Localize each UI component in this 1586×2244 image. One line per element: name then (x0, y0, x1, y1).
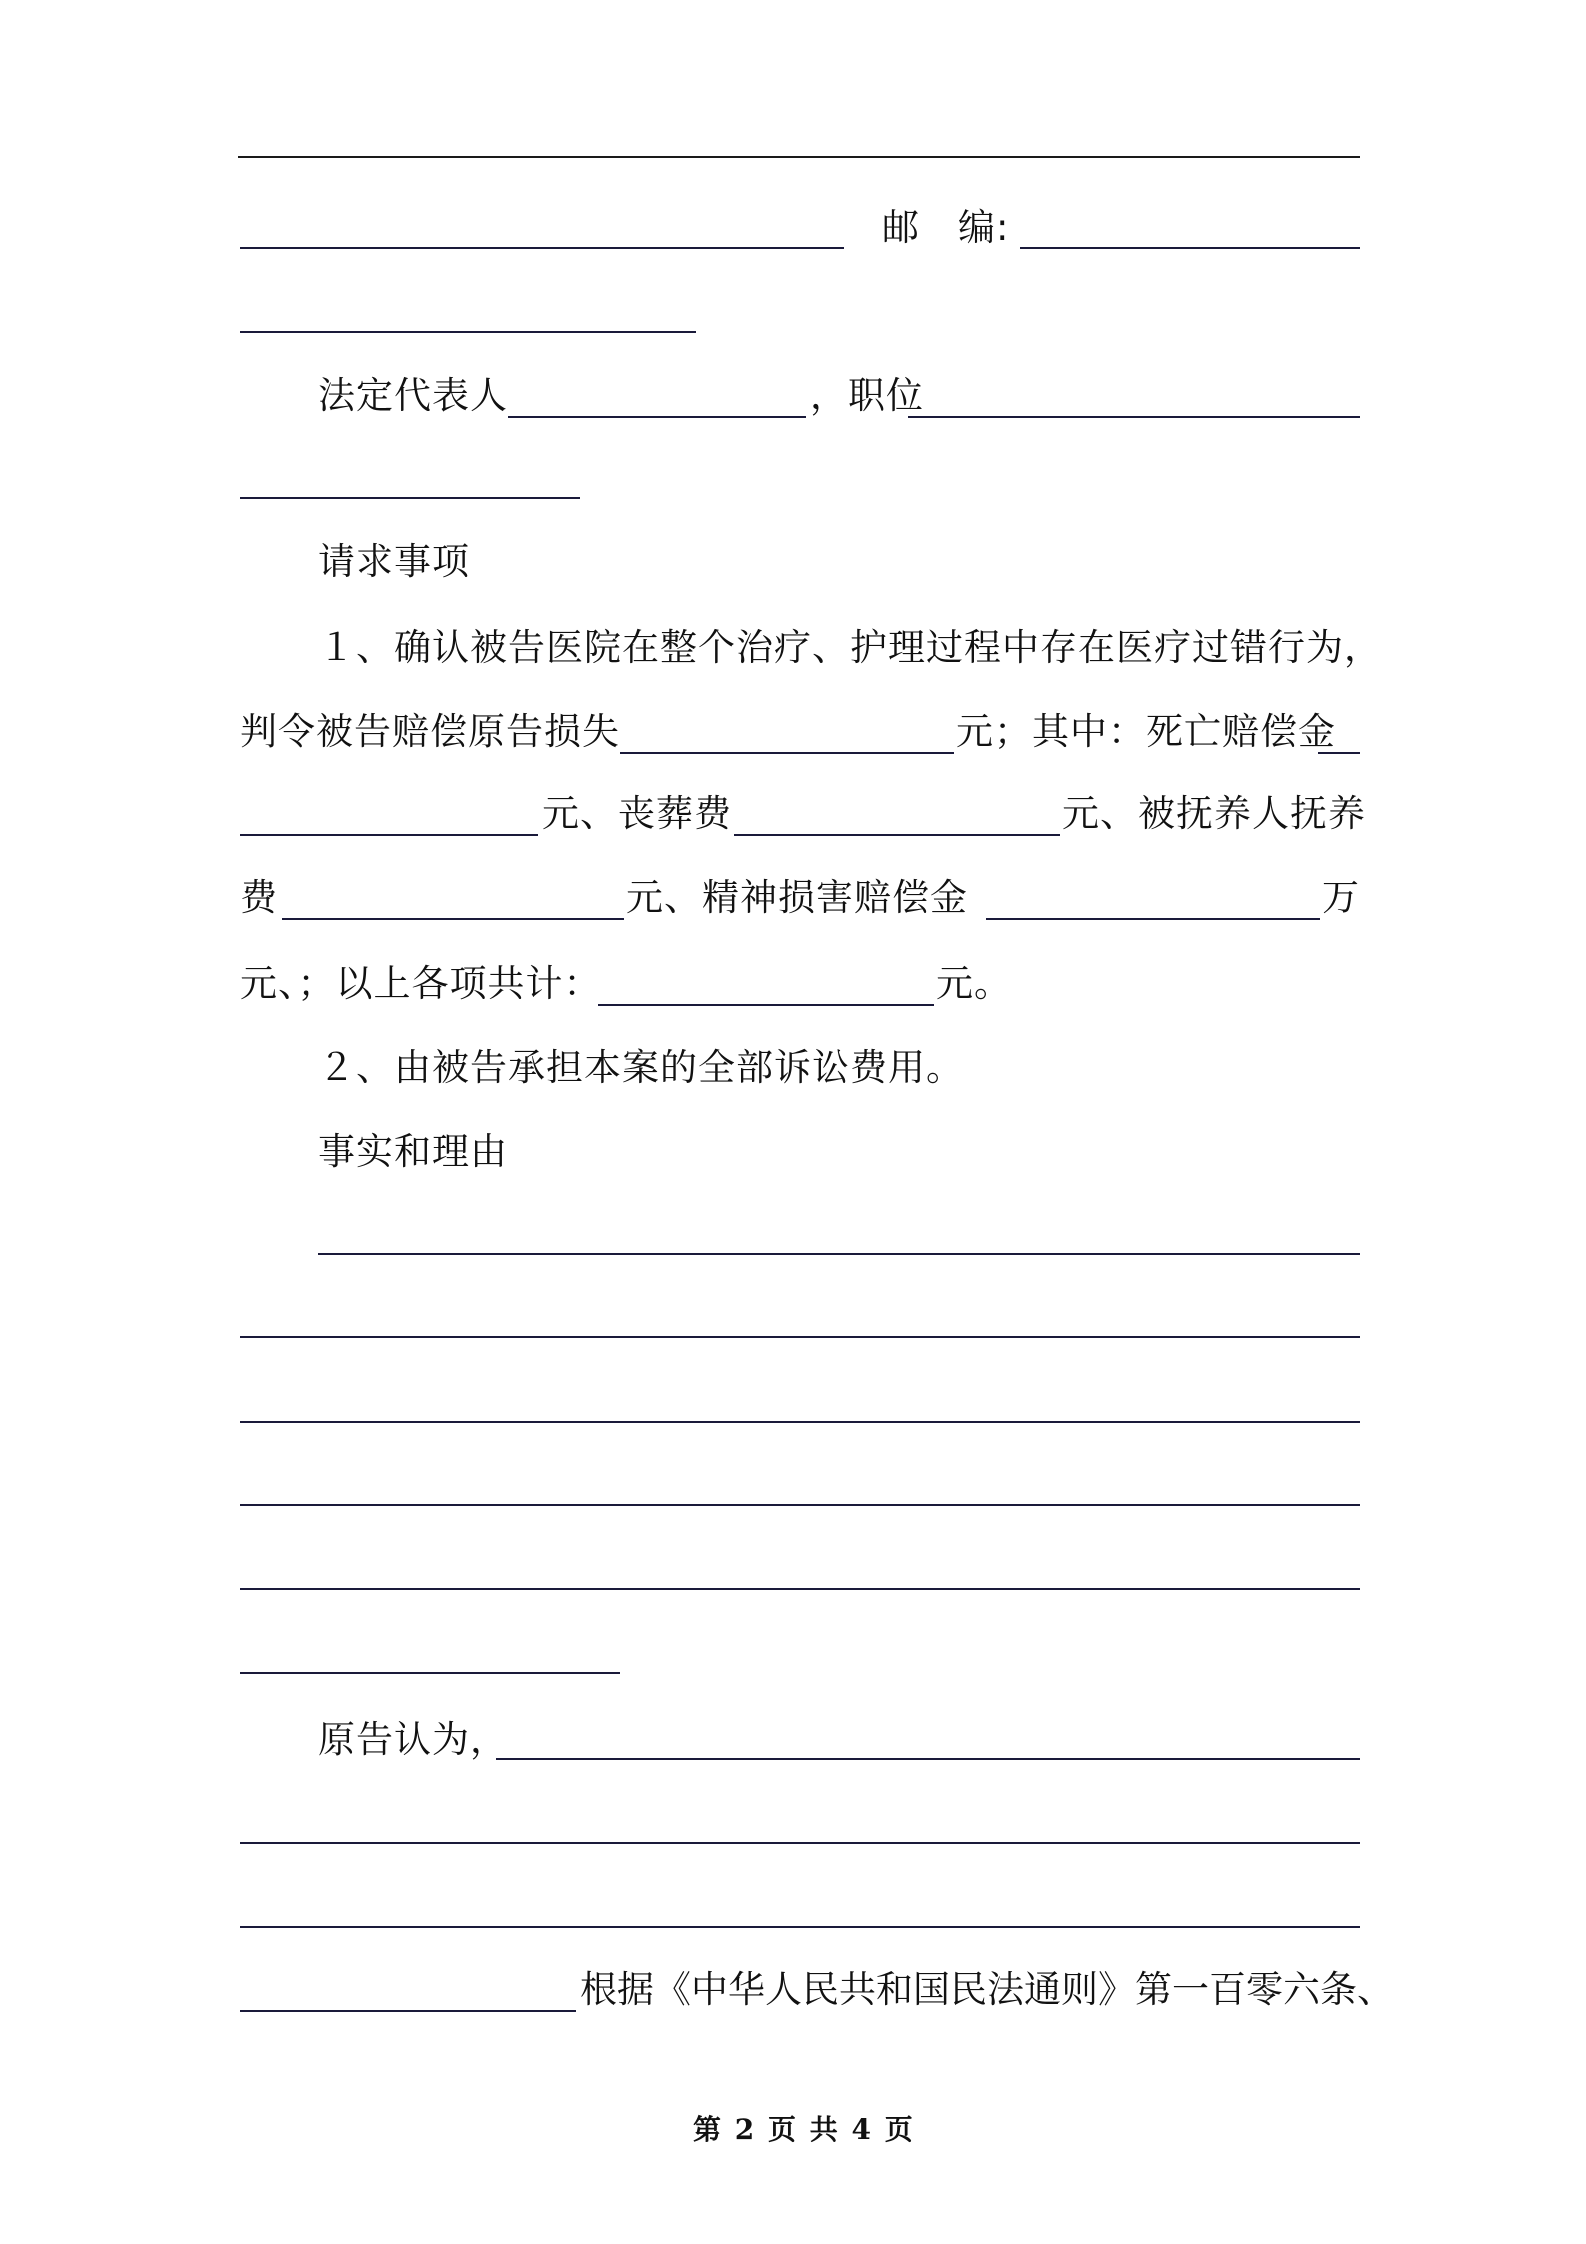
dependent-blank (282, 918, 624, 920)
plaintiff-blank-1 (496, 1758, 1360, 1760)
position-label: ，职位 (810, 374, 924, 417)
legal-rep-blank (508, 416, 806, 418)
top-rule (238, 156, 1360, 158)
claim-1-line-1: １、确认被告医院在整个治疗、护理过程中存在医疗过错行为， (318, 626, 1382, 669)
facts-blank-6 (240, 1672, 620, 1674)
address-blank-continued (240, 331, 696, 333)
claims-heading: 请求事项 (318, 540, 470, 583)
death-comp-blank-start (1318, 752, 1360, 754)
legal-basis: 根据《中华人民共和国民法通则》第一百零六条、 (580, 1968, 1394, 2011)
claim-1-yuan-end: 元。 (936, 962, 1012, 1005)
facts-blank-1 (318, 1253, 1360, 1255)
plaintiff-blank-2 (240, 1842, 1360, 1844)
claim-1-mental-label: 元、精神损害赔偿金 (626, 876, 968, 919)
death-comp-blank (240, 834, 538, 836)
position-blank (908, 416, 1360, 418)
claim-1-death-comp-label: 元；其中：死亡赔偿金 (956, 710, 1336, 753)
position-blank-continued (240, 497, 580, 499)
postcode-label: 邮 编: (882, 206, 1010, 249)
postcode-blank (1020, 247, 1360, 249)
facts-blank-5 (240, 1588, 1360, 1590)
claim-2: ２、由被告承担本案的全部诉讼费用。 (318, 1046, 964, 1089)
facts-heading: 事实和理由 (318, 1130, 508, 1173)
total-blank (598, 1004, 934, 1006)
facts-blank-3 (240, 1421, 1360, 1423)
claim-1-fee-label: 费 (240, 876, 278, 919)
plaintiff-blank-4 (240, 2010, 576, 2012)
plaintiff-opening: 原告认为， (318, 1718, 508, 1761)
claim-1-total-label: 元、；以上各项共计： (240, 962, 602, 1005)
loss-amount-blank (620, 752, 954, 754)
facts-blank-4 (240, 1504, 1360, 1506)
legal-rep-label: 法定代表人 (318, 374, 508, 417)
claim-1-funeral-label: 元、丧葬费 (542, 792, 732, 835)
mental-blank (986, 918, 1320, 920)
claim-1-wan-label: 万 (1322, 876, 1360, 919)
claim-1-dependent-label: 元、被抚养人抚养 (1062, 792, 1366, 835)
plaintiff-blank-3 (240, 1926, 1360, 1928)
page-footer: 第 2 页 共 4 页 (693, 2113, 915, 2146)
funeral-blank (734, 834, 1060, 836)
facts-blank-2 (240, 1336, 1360, 1338)
address-blank (240, 247, 844, 249)
claim-1-loss-label: 判令被告赔偿原告损失 (240, 710, 620, 753)
